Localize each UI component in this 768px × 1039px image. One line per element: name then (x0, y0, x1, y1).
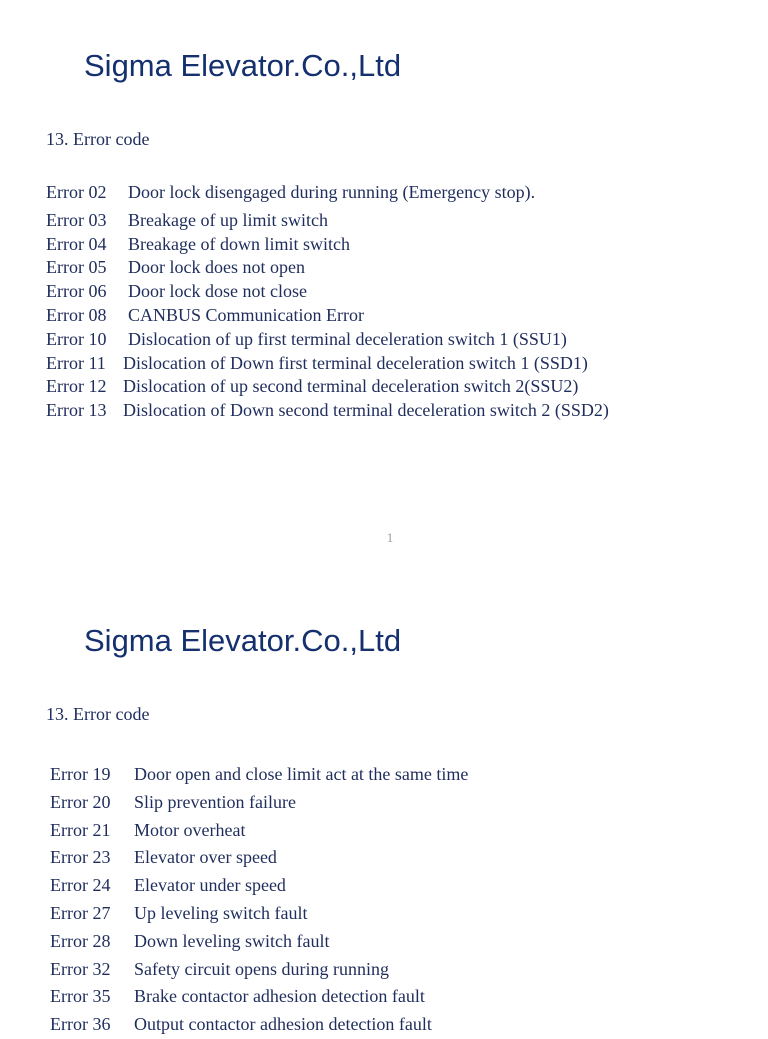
error-description: Door open and close limit act at the same time (134, 764, 469, 784)
error-description: Breakage of up limit switch (128, 209, 328, 230)
error-code: Error 36 (50, 1014, 111, 1035)
error-row (46, 181, 609, 205)
error-row (46, 375, 609, 399)
error-row (50, 844, 468, 872)
error-description: Brake contactor adhesion detection fault (134, 986, 425, 1007)
error-code: Error 27 (50, 902, 111, 923)
error-description: Safety circuit opens during running (134, 958, 389, 979)
error-row (46, 209, 609, 233)
error-description: Breakage of down limit switch (128, 233, 350, 254)
error-code: Error 32 (50, 958, 111, 979)
error-row (50, 789, 468, 817)
error-row (50, 983, 468, 1011)
error-code: Error 11 (46, 352, 106, 373)
error-description: Elevator over speed (134, 847, 277, 868)
section-heading: 13. Error code (46, 704, 150, 724)
error-description: Slip prevention failure (134, 791, 296, 812)
company-title: Sigma Elevator.Co.,Ltd (84, 623, 402, 658)
error-code-list (50, 761, 468, 1039)
error-description: Door lock disengaged during running (Emergency stop). (128, 182, 536, 202)
error-row (46, 256, 609, 280)
document-page-2 (0, 575, 768, 1035)
error-code: Error 19 (50, 764, 111, 784)
error-code: Error 05 (46, 257, 107, 278)
error-description: CANBUS Communication Error (128, 304, 364, 325)
error-code: Error 21 (50, 819, 111, 840)
error-row (46, 399, 609, 423)
company-title: Sigma Elevator.Co.,Ltd (84, 48, 402, 83)
error-row (50, 956, 468, 984)
error-row (50, 872, 468, 900)
error-description: Dislocation of Down second terminal deceleration switch 2 (SSD2) (123, 400, 609, 421)
error-code: Error 24 (50, 875, 111, 896)
error-row (50, 817, 468, 845)
error-code: Error 02 (46, 182, 107, 202)
error-row (46, 304, 609, 328)
error-description: Output contactor adhesion detection fault (134, 1014, 432, 1035)
error-code-list (46, 181, 609, 423)
error-row (50, 928, 468, 956)
error-row (50, 761, 468, 789)
error-row (46, 352, 609, 376)
error-description: Motor overheat (134, 819, 246, 840)
error-description: Door lock does not open (128, 257, 305, 278)
error-row (46, 233, 609, 257)
error-row (50, 900, 468, 928)
error-code: Error 10 (46, 328, 107, 349)
error-code: Error 03 (46, 209, 107, 230)
error-description: Dislocation of up second terminal deceleration switch 2(SSU2) (123, 376, 579, 397)
error-code: Error 08 (46, 304, 107, 325)
error-code: Error 35 (50, 986, 111, 1007)
error-description: Dislocation of Down first terminal deceleration switch 1 (SSD1) (123, 352, 588, 373)
error-code: Error 06 (46, 281, 107, 302)
error-code: Error 20 (50, 791, 111, 812)
error-row (46, 328, 609, 352)
error-description: Dislocation of up first terminal deceleration switch 1 (SSU1) (128, 328, 567, 349)
page-number: 1 (386, 530, 394, 545)
error-code: Error 23 (50, 847, 111, 868)
error-row (50, 1011, 468, 1039)
error-row (46, 280, 609, 304)
error-description: Down leveling switch fault (134, 930, 330, 951)
error-description: Elevator under speed (134, 875, 286, 896)
error-description: Up leveling switch fault (134, 902, 308, 923)
error-code: Error 28 (50, 930, 111, 951)
error-code: Error 04 (46, 233, 107, 254)
error-code: Error 12 (46, 376, 107, 397)
section-heading: 13. Error code (46, 129, 150, 149)
error-code: Error 13 (46, 400, 107, 421)
error-description: Door lock dose not close (128, 281, 307, 302)
